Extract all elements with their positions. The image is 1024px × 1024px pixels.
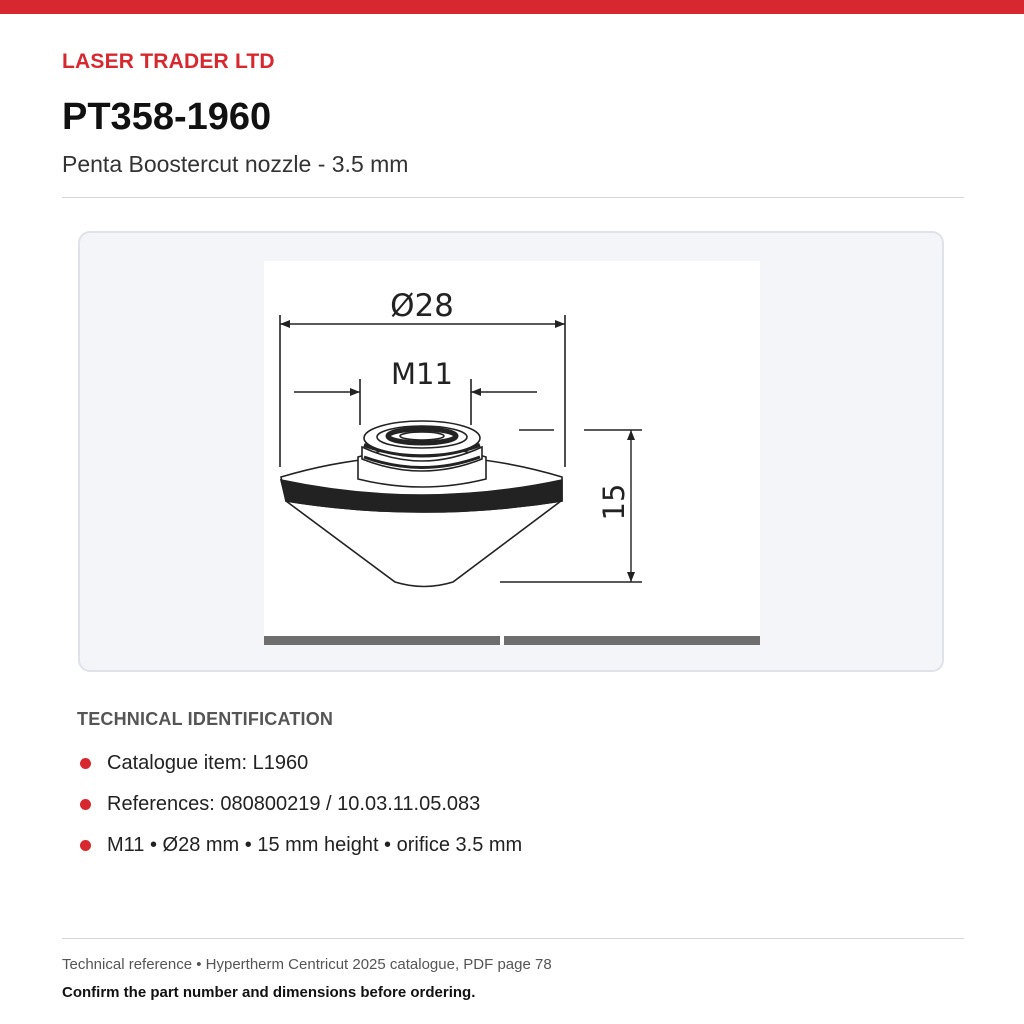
nozzle-technical-drawing (264, 261, 760, 645)
thread-dimension-label: M11 (391, 357, 453, 391)
page-title: PT358-1960 (62, 96, 272, 138)
section-heading: TECHNICAL IDENTIFICATION (77, 709, 334, 729)
list-item (78, 751, 522, 792)
bullet-dot-icon (80, 840, 91, 851)
list-item (78, 792, 522, 833)
catalogue-item-text: Catalogue item: L1960 (107, 752, 309, 774)
dimensions-text: M11 • Ø28 mm • 15 mm height • orifice 3.5 mm (107, 834, 523, 856)
list-item (78, 833, 522, 874)
header-divider (62, 197, 964, 198)
diameter-dimension-label: Ø28 (390, 288, 454, 324)
footer-reference: Technical reference • Hypertherm Centricut 2025 catalogue, PDF page 78 (62, 956, 552, 973)
footer-divider (62, 938, 964, 939)
identification-list (78, 751, 522, 874)
footer-note: Confirm the part number and dimensions before ordering. (62, 984, 476, 1001)
bullet-dot-icon (80, 758, 91, 769)
product-description: Penta Boostercut nozzle - 3.5 mm (62, 151, 409, 177)
brand-name: LASER TRADER LTD (62, 50, 275, 73)
top-accent-bar (0, 0, 1024, 14)
height-dimension-label: 15 (597, 483, 631, 521)
bullet-dot-icon (80, 799, 91, 810)
references-text: References: 080800219 / 10.03.11.05.083 (107, 793, 481, 815)
